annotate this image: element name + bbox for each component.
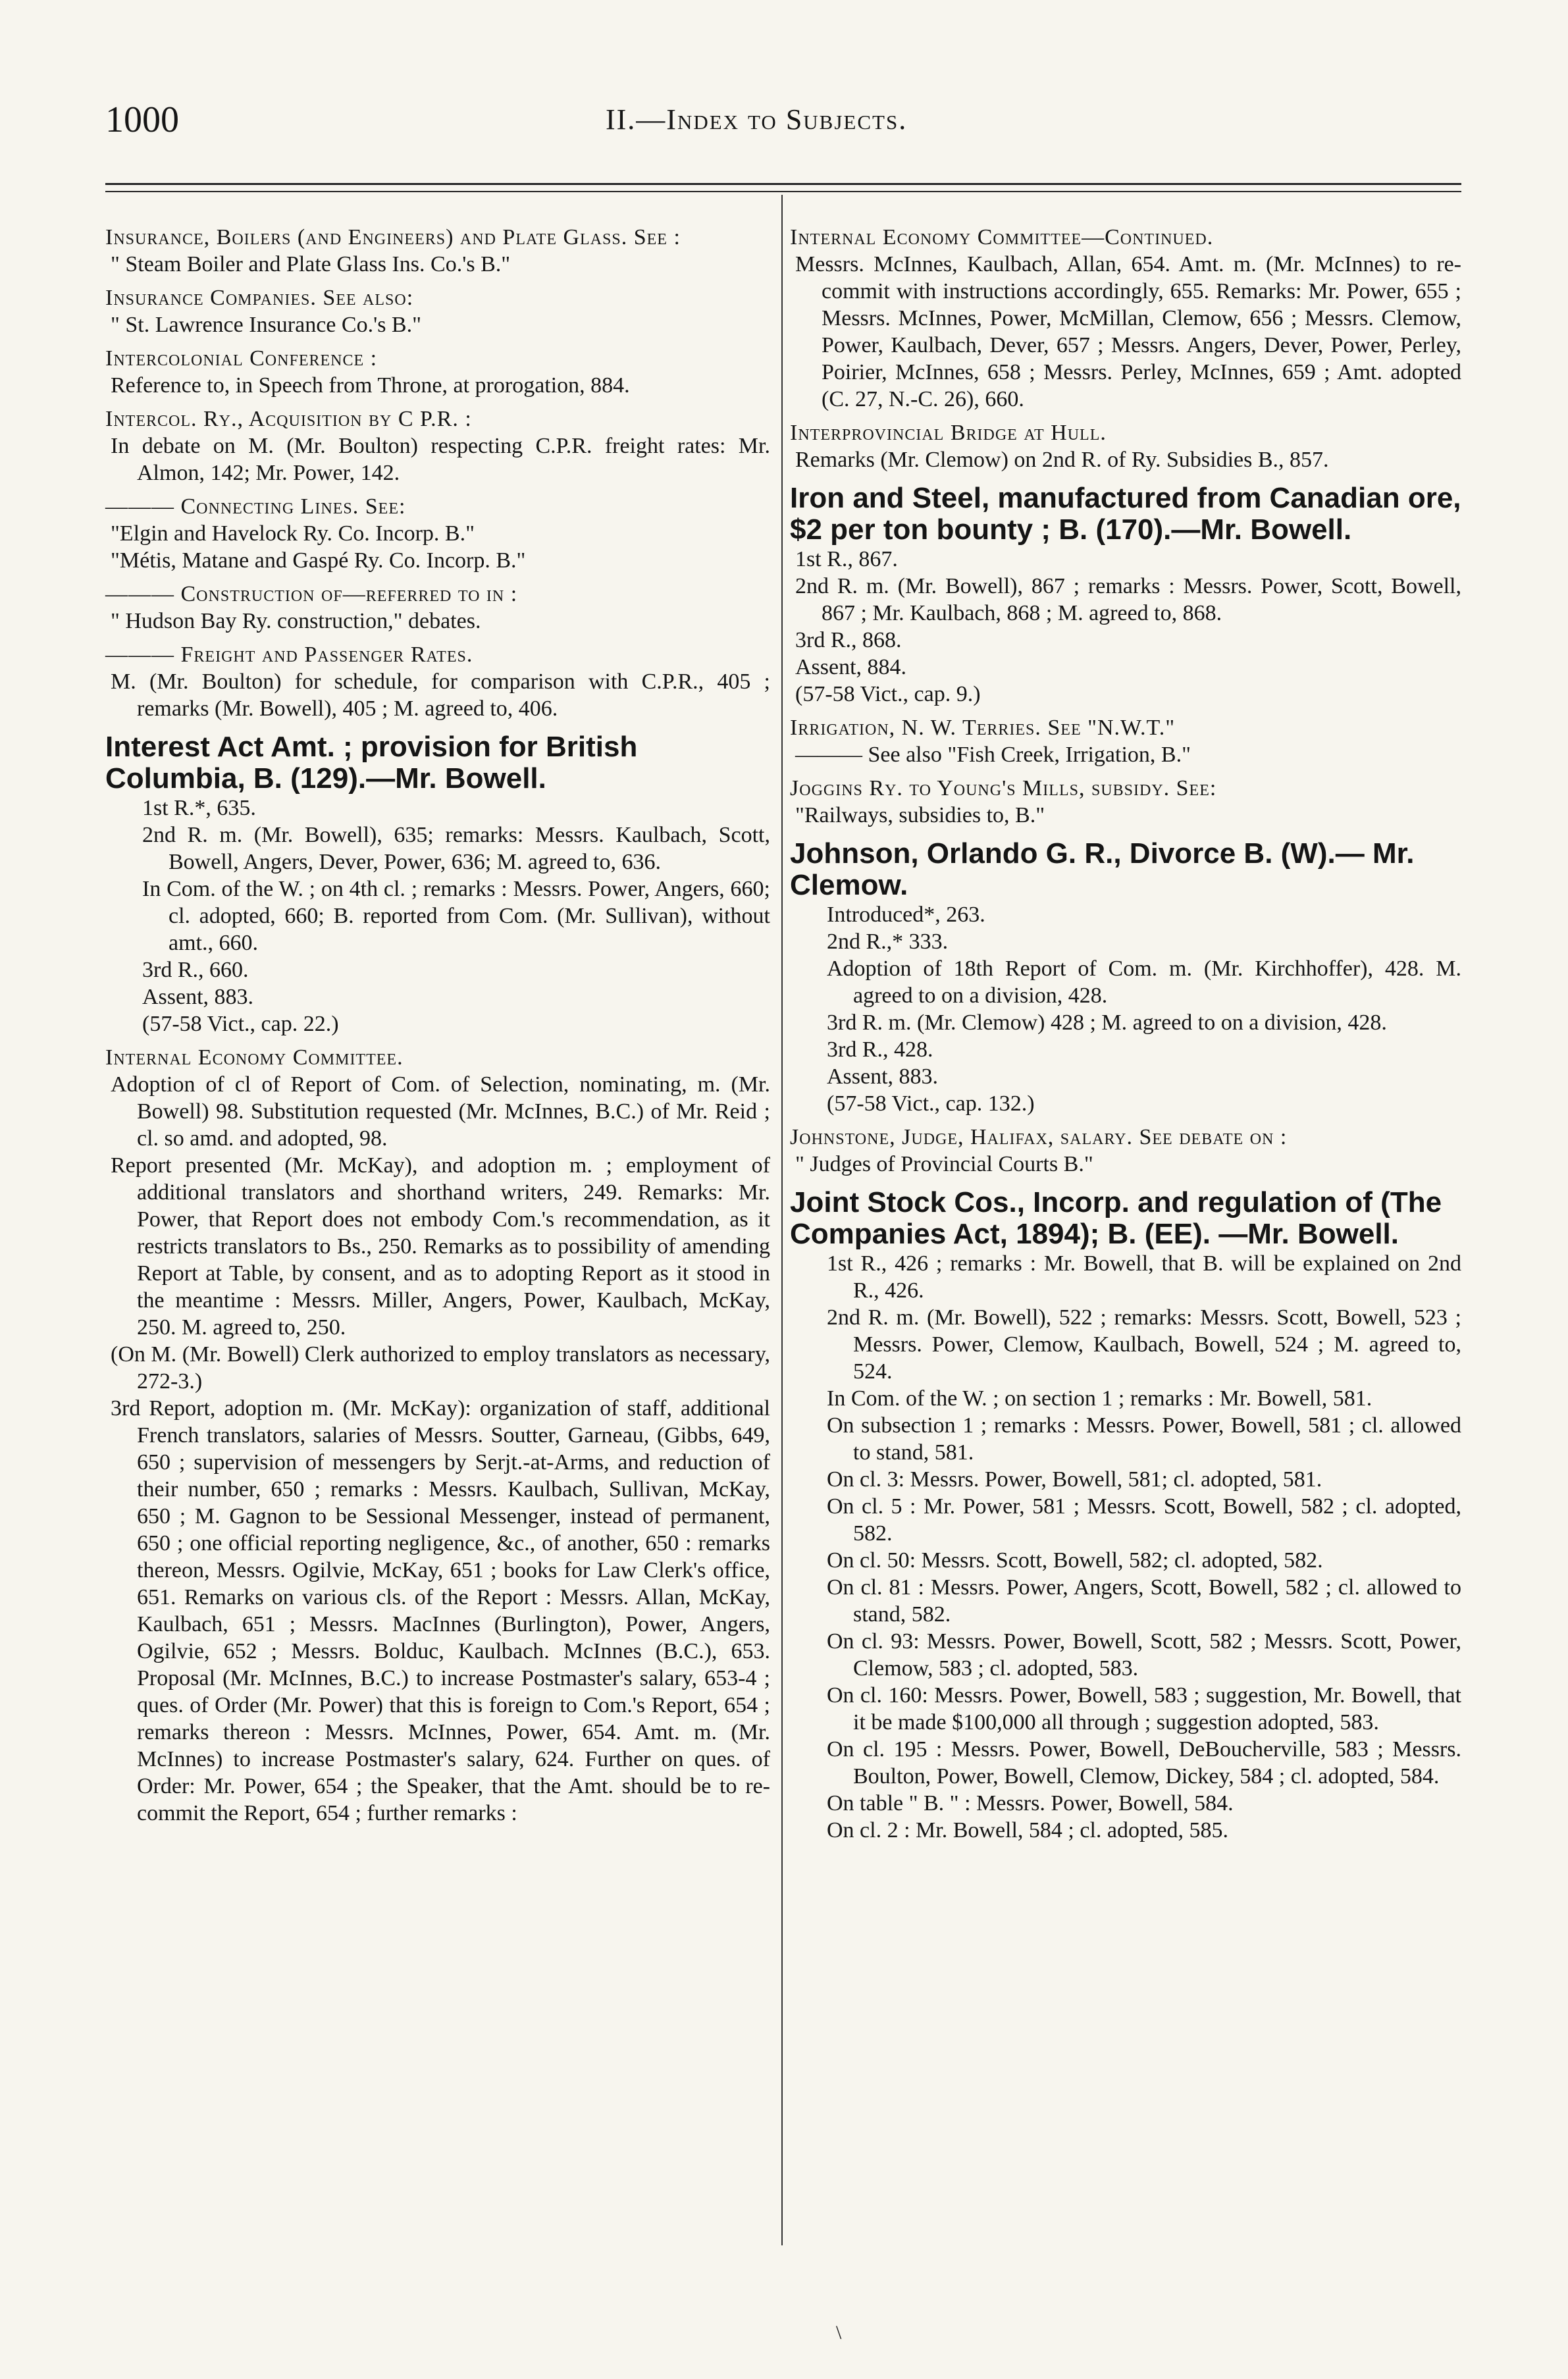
index-subentry: Assent, 884. <box>795 655 907 679</box>
header-rule-thin <box>105 191 1461 192</box>
index-subentry: 3rd R., 428. <box>827 1037 933 1062</box>
index-subentry: 2nd R. m. (Mr. Bowell), 635; remarks: Messrs. Kaulbach, Scott, Bowell, Angers, Dever, Power, 636; M. agreed to, 636. <box>142 823 770 874</box>
index-heading: Internal Economy Committee—Continued. <box>790 225 1214 249</box>
bill-heading: Johnson, Orlando G. R., Divorce B. (W).— Mr. Clemow. <box>790 837 1415 901</box>
running-title: II.—Index to Subjects. <box>606 103 908 136</box>
index-subentry: On cl. 160: Messrs. Power, Bowell, 583 ; suggestion, Mr. Bowell, that it be made $100,000 all through ; suggestion adopted, 583. <box>827 1683 1461 1735</box>
index-subentry: 1st R., 426 ; remarks : Mr. Bowell, that B. will be explained on 2nd R., 426. <box>827 1251 1461 1303</box>
index-subentry: Adoption of cl of Report of Com. of Selection, nominating, m. (Mr. Bowell) 98. Substitution requested (Mr. McInnes, B.C.) of Mr. Reid ; cl. so amd. and adopted, 98. <box>111 1072 770 1151</box>
index-subentry: "Métis, Matane and Gaspé Ry. Co. Incorp. B." <box>111 548 526 573</box>
index-subentry: In debate on M. (Mr. Boulton) respecting C.P.R. freight rates: Mr. Almon, 142; Mr. Power, 142. <box>111 434 770 485</box>
index-heading: Intercol. Ry., Acquisition by C P.R. : <box>105 407 472 431</box>
index-subentry: Remarks (Mr. Clemow) on 2nd R. of Ry. Subsidies B., 857. <box>795 448 1329 472</box>
index-subentry: 3rd R. m. (Mr. Clemow) 428 ; M. agreed to on a division, 428. <box>827 1010 1387 1035</box>
index-heading: Joggins Ry. to Young's Mills, subsidy. See: <box>790 776 1217 800</box>
index-subentry: On cl. 93: Messrs. Power, Bowell, Scott, 582 ; Messrs. Scott, Power, Clemow, 583 ; cl. adopted, 583. <box>827 1629 1461 1681</box>
index-subentry: 1st R.*, 635. <box>142 796 256 820</box>
index-subentry: 3rd R., 660. <box>142 958 249 982</box>
bill-heading: Iron and Steel, manufactured from Canadian ore, $2 per ton bounty ; B. (170).—Mr. Bowell. <box>790 482 1461 546</box>
index-subentry: On table " B. " : Messrs. Power, Bowell, 584. <box>827 1791 1234 1816</box>
index-subentry: 2nd R. m. (Mr. Bowell), 522 ; remarks: Messrs. Scott, Bowell, 523 ; Messrs. Power, Clemow, Kaulbach, Bowell, 524 ; M. agreed to, 524. <box>827 1305 1461 1384</box>
bill-heading: Interest Act Amt. ; provision for British Columbia, B. (129).—Mr. Bowell. <box>105 731 638 795</box>
index-subentry: In Com. of the W. ; on 4th cl. ; remarks : Messrs. Power, Angers, 660; cl. adopted, 660; B. reported from Com. (Mr. Sullivan), without amt., 660. <box>142 877 770 955</box>
index-subentry: 3rd R., 868. <box>795 628 902 652</box>
right-column <box>790 217 1461 1844</box>
index-subentry: 2nd R.,* 333. <box>827 929 949 954</box>
index-heading: Interprovincial Bridge at Hull. <box>790 421 1107 445</box>
index-subentry: " Hudson Bay Ry. construction," debates. <box>111 609 481 633</box>
index-heading: Insurance Companies. See also: <box>105 286 414 310</box>
index-heading: Insurance, Boilers (and Engineers) and Plate Glass. See : <box>105 225 681 249</box>
index-subentry: On cl. 5 : Mr. Power, 581 ; Messrs. Scott, Bowell, 582 ; cl. adopted, 582. <box>827 1494 1461 1546</box>
page-mark: \ <box>836 2322 842 2343</box>
index-subentry: 2nd R. m. (Mr. Bowell), 867 ; remarks : Messrs. Power, Scott, Bowell, 867 ; Mr. Kaulbach, 868 ; M. agreed to, 868. <box>795 574 1461 625</box>
index-subentry: " Judges of Provincial Courts B." <box>795 1152 1093 1176</box>
index-subentry: " Steam Boiler and Plate Glass Ins. Co.'s B." <box>111 252 511 276</box>
index-subentry: 3rd Report, adoption m. (Mr. McKay): organization of staff, additional French translators, salaries of Messrs. Soutter, Garneau, (Gibbs, 649, 650 ; supervision of messengers by Serjt.-at-Arms, and reduction of their number, 650 ; remarks : Messrs. Kaulbach, Sullivan, McKay, 650 ; M. Gagnon to be Sessional Messenger, instead of permanent, 650 ; one official reporting negligence, &c., of another, 650 : remarks thereon, Messrs. Ogilvie, McKay, 651 ; books for Law Clerk's office, 651. Remarks on various cls. of the Report : Messrs. Allan, McKay, Kaulbach, 651 ; Messrs. MacInnes (Burlington), Power, Angers, Ogilvie, 652 ; Messrs. Bolduc, Kaulbach. McInnes (B.C.), 653. Proposal (Mr. McInnes, B.C.) to increase Postmaster's salary, 653-4 ; ques. of Order (Mr. Power) that this is foreign to Com.'s Report, 654 ; remarks thereon : Messrs. McInnes, Power, 654. Amt. m. (Mr. McInnes) to increase Postmaster's salary, 624. Further on ques. of Order: Mr. Power, 654 ; the Speaker, that the Amt. should be to re-commit the Report, 654 ; further remarks : <box>111 1396 770 1825</box>
left-column <box>105 217 770 1827</box>
index-subentry: (57-58 Vict., cap. 9.) <box>795 682 981 706</box>
index-subentry: (57-58 Vict., cap. 132.) <box>827 1091 1035 1116</box>
index-heading: Intercolonial Conference : <box>105 346 378 371</box>
index-subentry: On subsection 1 ; remarks : Messrs. Power, Bowell, 581 ; cl. allowed to stand, 581. <box>827 1413 1461 1465</box>
index-subentry: M. (Mr. Boulton) for schedule, for comparison with C.P.R., 405 ; remarks (Mr. Bowell), 405 ; M. agreed to, 406. <box>111 669 770 721</box>
index-subentry: 1st R., 867. <box>795 547 898 571</box>
index-heading: ——— Freight and Passenger Rates. <box>105 642 473 667</box>
page-header <box>105 99 1461 151</box>
index-subentry: Assent, 883. <box>142 985 254 1009</box>
index-subentry: Assent, 883. <box>827 1064 939 1089</box>
index-subentry: On cl. 81 : Messrs. Power, Angers, Scott, Bowell, 582 ; cl. allowed to stand, 582. <box>827 1575 1461 1627</box>
bill-heading: Joint Stock Cos., Incorp. and regulation of (The Companies Act, 1894); B. (EE). —Mr. Bowell. <box>790 1186 1442 1250</box>
index-subentry: "Railways, subsidies to, B." <box>795 803 1045 827</box>
index-subentry: Introduced*, 263. <box>827 902 985 927</box>
index-subentry: Reference to, in Speech from Throne, at prorogation, 884. <box>111 373 630 398</box>
index-subentry: (On M. (Mr. Bowell) Clerk authorized to employ translators as necessary, 272-3.) <box>111 1342 770 1394</box>
page-number: 1000 <box>105 99 179 140</box>
index-heading: Irrigation, N. W. Terries. See "N.W.T." <box>790 716 1176 740</box>
index-subentry: On cl. 50: Messrs. Scott, Bowell, 582; cl. adopted, 582. <box>827 1548 1323 1573</box>
index-heading: Johnstone, Judge, Halifax, salary. See debate on : <box>790 1125 1288 1149</box>
index-subentry: Report presented (Mr. McKay), and adoption m. ; employment of additional translators and shorthand writers, 249. Remarks: Mr. Power, that Report does not embody Com.'s recommendation, as it restricts translators to Bs., 250. Remarks as to possibility of amending Report at Table, by consent, and as to adopting Report as it stood in the meantime : Messrs. Miller, Angers, Power, Kaulbach, McKay, 250. M. agreed to, 250. <box>111 1153 770 1340</box>
index-subentry: " St. Lawrence Insurance Co.'s B." <box>111 313 421 337</box>
index-subentry: "Elgin and Havelock Ry. Co. Incorp. B." <box>111 521 475 546</box>
index-heading: Internal Economy Committee. <box>105 1045 404 1070</box>
column-divider <box>781 195 783 2245</box>
index-subentry: In Com. of the W. ; on section 1 ; remarks : Mr. Bowell, 581. <box>827 1386 1372 1411</box>
index-subentry: Messrs. McInnes, Kaulbach, Allan, 654. Amt. m. (Mr. McInnes) to re-commit with instructions accordingly, 655. Remarks: Mr. Power, 655 ; Messrs. McInnes, Power, McMillan, Clemow, 656 ; Messrs. Clemow, Power, Kaulbach, Dever, 657 ; Messrs. Angers, Dever, Power, Perley, Poirier, McInnes, 658 ; Messrs. Perley, McInnes, 659 ; Amt. adopted (C. 27, N.-C. 26), 660. <box>795 252 1461 411</box>
index-subentry: On cl. 195 : Messrs. Power, Bowell, DeBoucherville, 583 ; Messrs. Boulton, Power, Bowell, Clemow, Dickey, 584 ; cl. adopted, 584. <box>827 1737 1461 1789</box>
index-subentry: Adoption of 18th Report of Com. m. (Mr. Kirchhoffer), 428. M. agreed to on a division, 428. <box>827 956 1461 1008</box>
index-heading: ——— Connecting Lines. See: <box>105 494 406 519</box>
index-subentry: On cl. 3: Messrs. Power, Bowell, 581; cl. adopted, 581. <box>827 1467 1322 1492</box>
index-subentry: (57-58 Vict., cap. 22.) <box>142 1012 339 1036</box>
index-subentry: On cl. 2 : Mr. Bowell, 584 ; cl. adopted, 585. <box>827 1818 1229 1843</box>
index-subentry: ——— See also "Fish Creek, Irrigation, B." <box>795 743 1191 767</box>
index-heading: ——— Construction of—referred to in : <box>105 582 518 606</box>
header-rule-thick <box>105 183 1461 185</box>
